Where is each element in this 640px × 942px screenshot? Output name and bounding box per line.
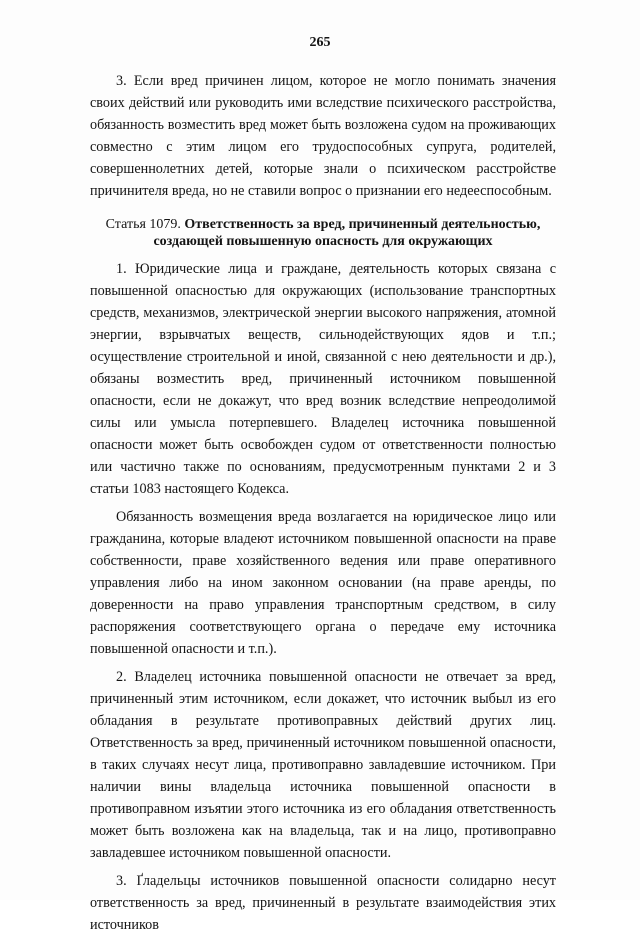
article-heading xyxy=(90,216,556,250)
page-number: 265 xyxy=(309,35,331,50)
paragraph-2: Обязанность возмещения вреда возлагается на юридическое лицо или гражданина, которые владеют источником повышенной опасности на праве собственности, праве хозяйственного ведения или праве оперативного управления либо на ином законном основании (на праве аренды, по доверенности на право управления транспортным средством, в силу распоряжения соответствующего органа о передаче ему источника повышенной опасности и т.п.). xyxy=(90,509,556,657)
paragraph-1: 1. Юридические лица и граждане, деятельность которых связана с повышенной опасностью для окружающих (использование транспортных средств, механизмов, электрической энергии высокого напряжения, атомной энергии, взрывчатых веществ, сильнодействующих ядов и т.п.; осуществление строительной и иной, связанной с нею деятельности и др.), обязаны возместить вред, причиненный источником повышенной опасности, если не докажут, что вред возник вследствие непреодолимой силы или умысла потерпевшего. Владелец источника повышенной опасности может быть освобожден судом от ответственности полностью или частично также по основаниям, предусмотренным пунктами 2 и 3 статьи 1083 настоящего Кодекса. xyxy=(90,261,556,497)
article-body xyxy=(90,258,556,942)
paragraph-3: 2. Владелец источника повышенной опасности не отвечает за вред, причиненный этим источником, если докажет, что источник выбыл из его обладания в результате противоправных действий других лиц. Ответственность за вред, причиненный источником повышенной опасности, в таких случаях несут лица, противоправно завладевшие источником. При наличии вины владельца источника повышенной опасности в противоправном изъятии этого источника из его обладания ответственность может быть возложена как на владельца, так и на лицо, противоправно завладевшее источником повышенной опасности. xyxy=(90,669,556,861)
article-number: Статья 1079. xyxy=(105,217,181,232)
paragraph: 3. Если вред причинен лицом, которое не могло понимать значения своих действий или руководить ими вследствие психического расстройства, обязанность возместить вред может быть возложена судом на проживающих совместно с этим лицом его трудоспособных супруга, родителей, совершеннолетних детей, которые знали о психическом расстройстве причинителя вреда, но не ставили вопрос о признании его недееспособным. xyxy=(90,73,556,199)
previous-article-paragraph-3 xyxy=(90,70,556,202)
article-title: Ответственность за вред, причиненный деятельностью, создающей повышенную опасность для окружающих xyxy=(153,217,541,249)
paragraph-4: 3. Ґладельцы источников повышенной опасности солидарно несут ответственность за вред, причиненный в результате взаимодействия этих источников xyxy=(90,873,556,933)
